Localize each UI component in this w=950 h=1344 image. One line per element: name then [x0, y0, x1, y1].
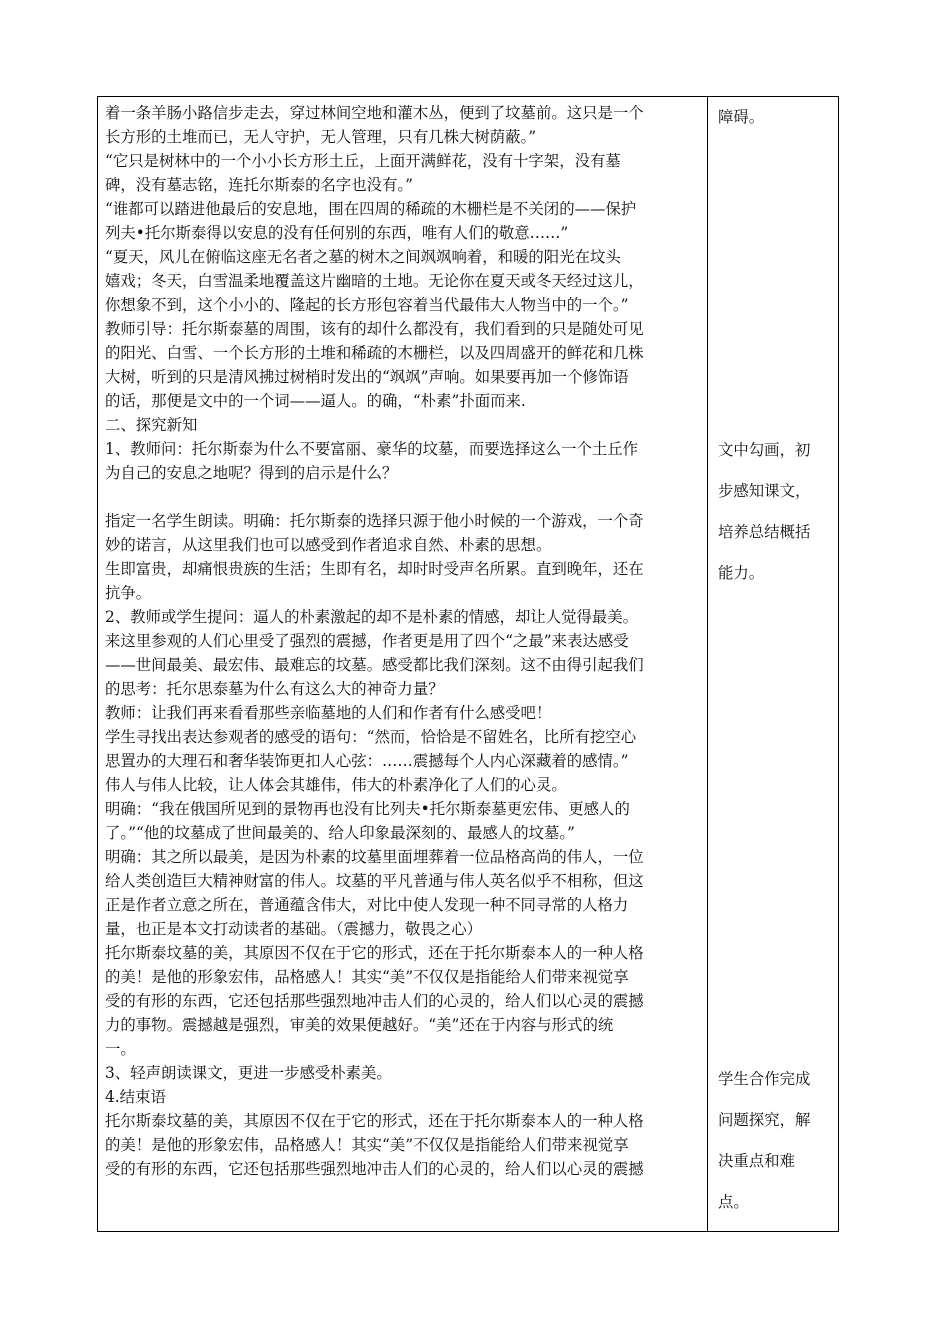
content-line: 大树，听到的只是清风拂过树梢时发出的“飒飒”声响。如果要再加一个修饰语	[105, 368, 629, 386]
content-line: 的美！是他的形象宏伟，品格感人！其实“美”不仅仅是指能给人们带来视觉享	[105, 1136, 629, 1154]
content-line: 长方形的土堆而已，无人守护，无人管理，只有几株大树荫蔽。”	[105, 128, 537, 146]
content-line: 托尔斯泰坟墓的美，其原因不仅在于它的形式，还在于托尔斯泰本人的一种人格	[105, 944, 644, 962]
content-line: 托尔斯泰坟墓的美，其原因不仅在于它的形式，还在于托尔斯泰本人的一种人格	[105, 1112, 644, 1130]
content-line: 着一条羊肠小路信步走去，穿过林间空地和灌木丛，便到了坟墓前。这只是一个	[105, 104, 644, 122]
content-line: 的话，那便是文中的一个词——逼人。的确，“朴素”扑面而来.	[105, 392, 526, 410]
content-line: 碑，没有墓志铭，连托尔斯泰的名字也没有。”	[105, 176, 413, 194]
note-line: 决重点和难	[718, 1152, 795, 1170]
content-line: 来这里参观的人们心里受了强烈的震撼，作者更是用了四个“之最”来表达感受	[105, 632, 629, 650]
content-line: 给人类创造巨大精神财富的伟人。坟墓的平凡普通与伟人英名似乎不相称，但这	[105, 872, 644, 890]
content-line: 正是作者立意之所在，普通蕴含伟大，对比中使人发现一种不同寻常的人格力	[105, 896, 629, 914]
content-line: 列夫•托尔斯泰得以安息的没有任何别的东西，唯有人们的敬意……”	[105, 224, 569, 242]
note-line: 障碍。	[718, 108, 765, 126]
content-line: “它只是树林中的一个小小长方形土丘，上面开满鲜花，没有十字架，没有墓	[105, 152, 621, 170]
content-line: 的思考：托尔思泰墓为什么有这么大的神奇力量？	[105, 680, 444, 698]
content-line: 妙的诺言，从这里我们也可以感受到作者追求自然、朴素的思想。	[105, 536, 552, 554]
content-line: 量，也正是本文打动读者的基础。（震撼力，敬畏之心）	[105, 920, 483, 938]
note-line: 培养总结概括	[718, 523, 811, 541]
content-line: 嬉戏；冬天，白雪温柔地覆盖这片幽暗的土地。无论你在夏天或冬天经过这儿，	[105, 272, 644, 290]
content-line: 受的有形的东西，它还包括那些强烈地冲击人们的心灵的，给人们以心灵的震撼	[105, 1160, 644, 1178]
content-line: 明确：“我在俄国所见到的景物再也没有比列夫•托尔斯泰墓更宏伟、更感人的	[105, 800, 630, 818]
design-note-1	[718, 97, 830, 138]
content-line: 力的事物。震撼越是强烈，审美的效果便越好。“美”还在于内容与形式的统	[105, 1016, 614, 1034]
content-line: 3、轻声朗读课文，更进一步感受朴素美。	[105, 1064, 392, 1082]
lesson-table	[97, 96, 839, 1232]
note-line: 步感知课文，	[718, 482, 811, 500]
content-line: 2、教师或学生提问：逼人的朴素激起的却不是朴素的情感，却让人觉得最美。	[105, 608, 639, 626]
content-line: 为自己的安息之地呢？得到的启示是什么？	[105, 464, 398, 482]
content-line: 1、教师问：托尔斯泰为什么不要富丽、豪华的坟墓，而要选择这么一个土丘作	[105, 440, 639, 458]
content-line: 二、探究新知	[105, 416, 198, 434]
content-line: 抗争。	[105, 584, 152, 602]
content-line: 你想象不到，这个小小的、隆起的长方形包容着当代最伟大人物当中的一个。”	[105, 296, 629, 314]
note-line: 问题探究，解	[718, 1111, 811, 1129]
content-line: 4.结束语	[105, 1088, 166, 1106]
content-line: ——世间最美、最宏伟、最难忘的坟墓。感受都比我们深刻。这不由得引起我们	[105, 656, 644, 674]
content-line	[105, 485, 703, 509]
content-line: 教师：让我们再来看看那些亲临墓地的人们和作者有什么感受吧！	[105, 704, 552, 722]
content-line: 伟人与伟人比较，让人体会其雄伟，伟大的朴素净化了人们的心灵。	[105, 776, 567, 794]
design-note-2	[718, 430, 830, 594]
content-line: “夏天，风儿在俯临这座无名者之墓的树木之间飒飒响着，和暖的阳光在坟头	[105, 248, 621, 266]
column-divider	[707, 97, 708, 1231]
note-line: 点。	[718, 1193, 749, 1211]
content-line: “谁都可以踏进他最后的安息地，围在四周的稀疏的木栅栏是不关闭的——保护	[105, 200, 637, 218]
content-line: 了。”“他的坟墓成了世间最美的、给人印象最深刻的、最感人的坟墓。”	[105, 824, 575, 842]
note-line: 能力。	[718, 564, 765, 582]
content-line: 的阳光、白雪、一个长方形的土堆和稀疏的木栅栏，以及四周盛开的鲜花和几株	[105, 344, 644, 362]
content-line: 教师引导：托尔斯泰墓的周围，该有的却什么都没有，我们看到的只是随处可见	[105, 320, 644, 338]
content-line: 受的有形的东西，它还包括那些强烈地冲击人们的心灵的，给人们以心灵的震撼	[105, 992, 644, 1010]
content-line: 生即富贵，却痛恨贵族的生活；生即有名，却时时受声名所累。直到晚年，还在	[105, 560, 644, 578]
lesson-content-cell	[105, 101, 703, 1181]
content-line: 明确：其之所以最美，是因为朴素的坟墓里面埋葬着一位品格高尚的伟人，一位	[105, 848, 644, 866]
note-line: 文中勾画，初	[718, 441, 811, 459]
content-line: 学生寻找出表达参观者的感受的语句：“然而，恰恰是不留姓名，比所有挖空心	[105, 728, 637, 746]
design-note-3	[718, 1059, 830, 1223]
content-line: 指定一名学生朗读。明确：托尔斯泰的选择只源于他小时候的一个游戏，一个奇	[105, 512, 644, 530]
note-line: 学生合作完成	[718, 1070, 811, 1088]
content-line: 的美！是他的形象宏伟，品格感人！其实“美”不仅仅是指能给人们带来视觉享	[105, 968, 629, 986]
content-line: 思置办的大理石和奢华装饰更扣人心弦：……震撼每个人内心深藏着的感情。”	[105, 752, 629, 770]
content-line: 一。	[105, 1040, 136, 1058]
